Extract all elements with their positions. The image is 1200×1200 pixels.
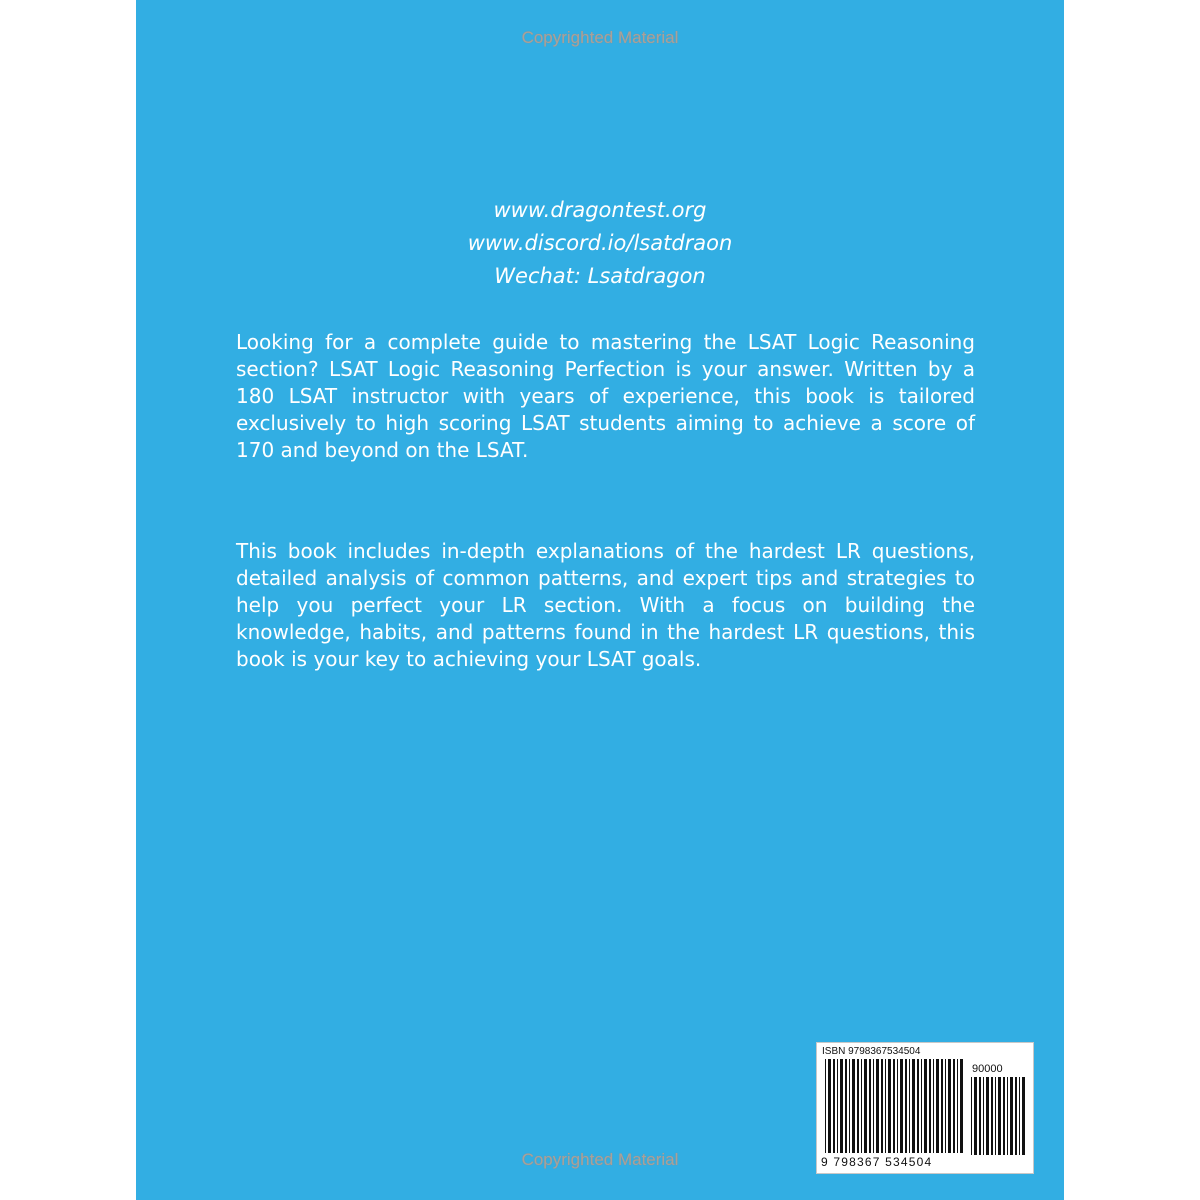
barcode-bar [995, 1077, 996, 1155]
price-code: 90000 [972, 1063, 1003, 1075]
barcode-bar [917, 1059, 919, 1153]
barcode-bar [881, 1059, 883, 1153]
barcode-bar [1007, 1077, 1008, 1155]
barcode-main-bars [825, 1059, 965, 1157]
barcode-bar [948, 1059, 951, 1153]
barcode-bar [971, 1077, 972, 1155]
barcode-bar [921, 1059, 922, 1153]
barcode-bar [869, 1059, 871, 1153]
barcode-bar [986, 1077, 989, 1155]
description-paragraph-2: This book includes in-depth explanations of the hardest LR questions, detailed analysis of common patterns, and expert tips and strategies to help you perfect your LR section. With a focus on building the knowledge, habits, and patterns found in the hardest LR questions, this book is your key to achieving your LSAT goals. [236, 539, 975, 671]
barcode-bar [945, 1059, 946, 1153]
barcode-bar [974, 1077, 977, 1155]
copyright-watermark-top: Copyrighted Material [521, 28, 679, 47]
barcode-bar [888, 1059, 891, 1153]
barcode-bar [1019, 1077, 1020, 1155]
description-paragraph-1: Looking for a complete guide to mastering the LSAT Logic Reasoning section? LSAT Logic Reasoning Perfection is your answer. Written by a 180 LSAT instructor with years of experience, this book is tailored exclusively to high scoring LSAT students aiming to achieve a score of 170 and beyond on the LSAT. [236, 330, 975, 462]
barcode-bar [864, 1059, 867, 1153]
barcode-bar [852, 1059, 855, 1153]
wechat-id: Wechat: Lsatdragon [494, 264, 706, 288]
isbn-label: ISBN 9798367534504 [822, 1046, 921, 1057]
discord-link: www.discord.io/lsatdraon [467, 231, 733, 255]
barcode-bar [1010, 1077, 1013, 1155]
barcode-bar [876, 1059, 879, 1153]
barcode-bar [998, 1077, 1001, 1155]
barcode-bar [885, 1059, 886, 1153]
contact-info [136, 194, 1064, 293]
barcode-bar [957, 1059, 958, 1153]
barcode-bar [833, 1059, 835, 1153]
barcode-bar [861, 1059, 862, 1153]
barcode-bar [979, 1077, 981, 1155]
barcode-digits: 9 798367 534504 [821, 1155, 933, 1169]
barcode-bar [840, 1059, 843, 1153]
barcode-bar [991, 1077, 993, 1155]
barcode-bar [953, 1059, 955, 1153]
barcode-bar [941, 1059, 943, 1153]
barcode-bar [924, 1059, 927, 1153]
barcode-bar [1015, 1077, 1017, 1155]
website-link: www.dragontest.org [493, 198, 707, 222]
barcode-bar [929, 1059, 931, 1153]
barcode-bar [960, 1059, 963, 1153]
barcode-bar [912, 1059, 915, 1153]
barcode-bar [837, 1059, 838, 1153]
barcode-bar [1022, 1077, 1025, 1155]
barcode-bar [983, 1077, 984, 1155]
barcode-bar [933, 1059, 934, 1153]
barcode-bar [825, 1059, 826, 1153]
barcode-bar [909, 1059, 910, 1153]
copyright-watermark-bottom: Copyrighted Material [521, 1150, 679, 1169]
barcode-bar [845, 1059, 847, 1153]
barcode-bar [936, 1059, 939, 1153]
barcode-bar [905, 1059, 907, 1153]
barcode-addon-bars [971, 1077, 1027, 1157]
barcode-bar [900, 1059, 903, 1153]
barcode-bar [1003, 1077, 1005, 1155]
barcode-bar [897, 1059, 898, 1153]
barcode-bar [893, 1059, 895, 1153]
barcode-bar [857, 1059, 859, 1153]
back-cover [136, 0, 1064, 1200]
barcode-bar [849, 1059, 850, 1153]
barcode-bar [873, 1059, 874, 1153]
barcode-bar [828, 1059, 831, 1153]
